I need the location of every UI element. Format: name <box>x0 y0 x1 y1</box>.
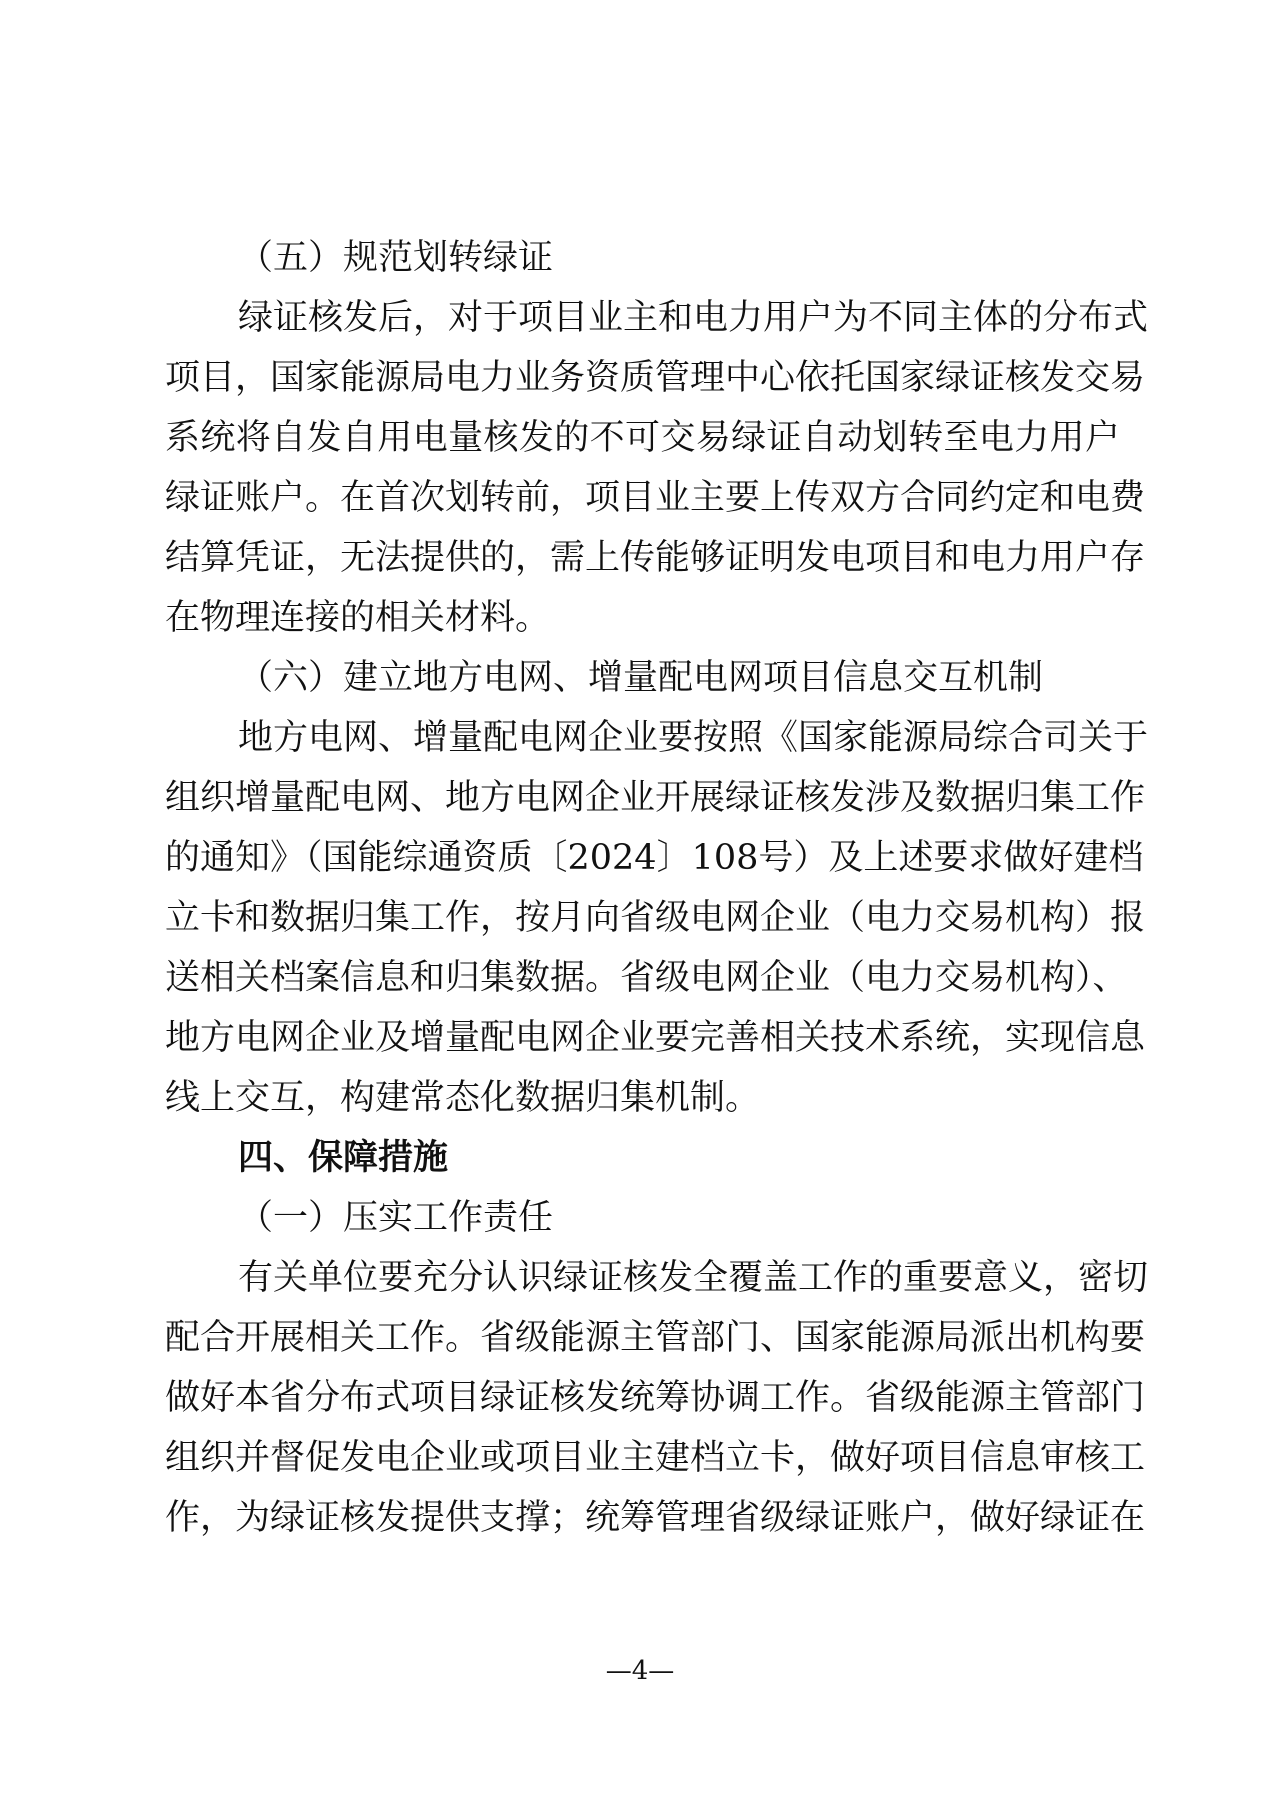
heading-5: （五）规范划转绿证 <box>238 238 554 278</box>
paragraph-line: 系统将自发自用电量核发的不可交易绿证自动划转至电力用户 <box>165 418 1120 458</box>
paragraph-6 <box>165 708 1149 1128</box>
heading-4-1: （一）压实工作责任 <box>238 1198 554 1238</box>
paragraph-line: 做好本省分布式项目绿证核发统筹协调工作。省级能源主管部门 <box>165 1378 1146 1418</box>
paragraph-line: 作，为绿证核发提供支撑；统筹管理省级绿证账户，做好绿证在 <box>165 1498 1146 1538</box>
paragraph-line: 地方电网企业及增量配电网企业要完善相关技术系统，实现信息 <box>165 1018 1146 1058</box>
paragraph-line: 组织增量配电网、地方电网企业开展绿证核发涉及数据归集工作 <box>165 778 1146 818</box>
paragraph-line: 组织并督促发电企业或项目业主建档立卡，做好项目信息审核工 <box>165 1438 1146 1478</box>
paragraph-line: 配合开展相关工作。省级能源主管部门、国家能源局派出机构要 <box>165 1318 1146 1358</box>
page-number: —4— <box>605 1656 675 1686</box>
document-body <box>165 228 1149 1548</box>
paragraph-line: 立卡和数据归集工作，按月向省级电网企业（电力交易机构）报 <box>165 898 1146 938</box>
paragraph-line: 项目，国家能源局电力业务资质管理中心依托国家绿证核发交易 <box>165 358 1146 398</box>
section-4-heading: 四、保障措施 <box>238 1138 449 1178</box>
paragraph-line: 送相关档案信息和归集数据。省级电网企业（电力交易机构）、 <box>165 958 1128 998</box>
heading-6: （六）建立地方电网、增量配电网项目信息交互机制 <box>238 658 1044 698</box>
paragraph-line: 结算凭证，无法提供的，需上传能够证明发电项目和电力用户存 <box>165 538 1146 578</box>
paragraph-line: 有关单位要充分认识绿证核发全覆盖工作的重要意义，密切 <box>238 1258 1149 1298</box>
paragraph-line: 地方电网、增量配电网企业要按照《国家能源局综合司关于 <box>238 718 1149 758</box>
paragraph-4-1 <box>165 1248 1149 1548</box>
paragraph-line: 绿证核发后，对于项目业主和电力用户为不同主体的分布式 <box>238 298 1149 338</box>
paragraph-line: 绿证账户。在首次划转前，项目业主要上传双方合同约定和电费 <box>165 478 1146 518</box>
paragraph-line: 在物理连接的相关材料。 <box>165 598 551 638</box>
paragraph-5 <box>165 288 1149 648</box>
paragraph-line: 线上交互，构建常态化数据归集机制。 <box>165 1078 761 1118</box>
paragraph-line: 的通知》（国能综通资质〔2024〕108号）及上述要求做好建档 <box>165 838 1144 878</box>
